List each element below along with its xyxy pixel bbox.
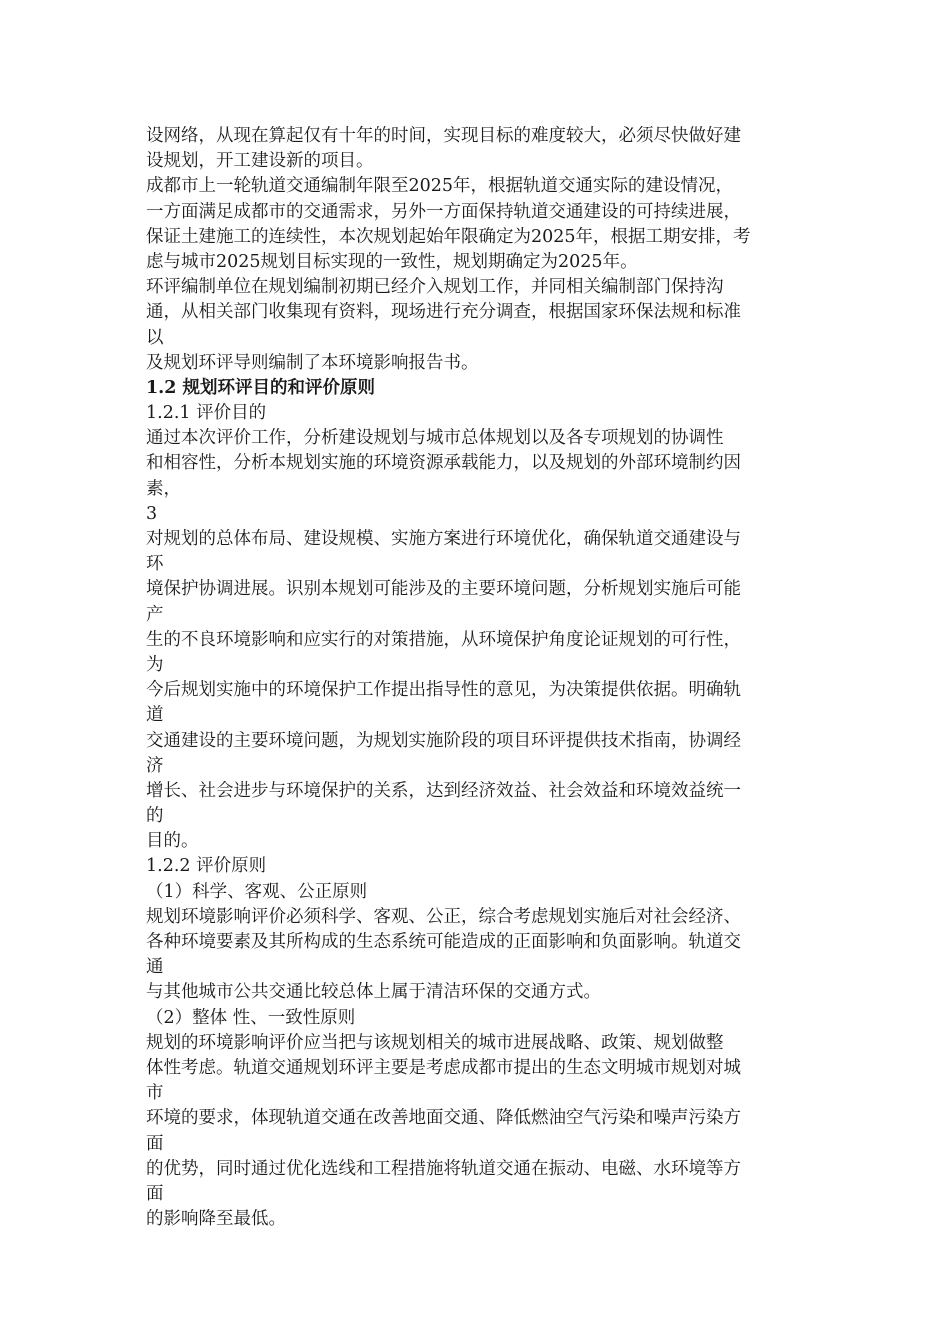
body-text-line: 一方面满足成都市的交通需求，另外一方面保持轨道交通建设的可持续进展， — [146, 201, 741, 222]
body-text-line: 通过本次评价工作，分析建设规划与城市总体规划以及各专项规划的协调性 — [146, 428, 724, 449]
body-text-line: 各种环境要素及其所构成的生态系统可能造成的正面影响和负面影响。轨道交 — [146, 932, 741, 952]
body-text-line: 环评编制单位在规划编制初期已经介入规划工作，并同相关编制部门保持沟 — [146, 277, 724, 298]
body-text-line: 设网络，从现在算起仅有十年的时间，实现目标的难度较大，必须尽快做好建 — [146, 126, 741, 146]
body-text-line: 素， — [146, 478, 181, 499]
body-text-line: 规划的环境影响评价应当把与该规划相关的城市进展战略、政策、规划做整 — [146, 1032, 724, 1053]
body-text-line: 增长、社会进步与环境保护的关系，达到经济效益、社会效益和环境效益统一 — [146, 780, 741, 801]
body-text-line: 与其他城市公共交通比较总体上属于清洁环保的交通方式。 — [146, 982, 601, 1003]
body-text-line: 道 — [146, 705, 164, 726]
body-text-line: 境保护协调进展。识别本规划可能涉及的主要环境问题，分析规划实施后可能 — [146, 579, 741, 600]
body-text-line: 以 — [146, 327, 164, 348]
body-text-line: 面 — [146, 1183, 164, 1204]
principle-heading: （1）科学、客观、公正原则 — [146, 881, 368, 902]
body-text-line: 交通建设的主要环境问题，为规划实施阶段的项目环评提供技术指南，协调经 — [146, 730, 741, 751]
body-text-line: 通 — [146, 957, 164, 978]
body-text-line: 设规划，开工建设新的项目。 — [146, 151, 374, 172]
principle-heading: （2）整体 性、一致性原则 — [146, 1007, 356, 1028]
body-text-line: 虑与城市2025规划目标实现的一致性，规划期确定为2025年。 — [146, 251, 638, 272]
body-text-line: 体性考虑。轨道交通规划环评主要是考虑成都市提出的生态文明城市规划对城 — [146, 1057, 741, 1078]
section-heading: 1.2 规划环评目的和评价原则 — [146, 377, 376, 398]
body-text-line: 保证土建施工的连续性，本次规划起始年限确定为2025年，根据工期安排，考 — [146, 226, 751, 247]
body-text-line: 的影响降至最低。 — [146, 1209, 286, 1230]
subsection-heading: 1.2.1 评价目的 — [146, 403, 267, 424]
body-text-line: 环 — [146, 554, 164, 575]
body-text-line: 对规划的总体布局、建设规模、实施方案进行环境优化，确保轨道交通建设与 — [146, 529, 741, 549]
body-text-line: 今后规划实施中的环境保护工作提出指导性的意见，为决策提供依据。明确轨 — [146, 680, 741, 701]
body-text-line: 市 — [146, 1083, 164, 1104]
body-text-line: 面 — [146, 1133, 164, 1154]
body-text-line: 目的。 — [146, 831, 199, 852]
body-text-line: 为 — [146, 654, 164, 675]
body-text-line: 济 — [146, 755, 164, 776]
body-text-line: 和相容性，分析本规划实施的环境资源承载能力，以及规划的外部环境制约因 — [146, 453, 741, 474]
body-text-line: 的 — [146, 806, 164, 827]
subsection-heading: 1.2.2 评价原则 — [146, 856, 267, 877]
page-number: 3 — [146, 503, 158, 524]
body-text-line: 的优势，同时通过优化选线和工程措施将轨道交通在振动、电磁、水环境等方 — [146, 1158, 741, 1179]
body-text-line: 及规划环评导则编制了本环境影响报告书。 — [146, 352, 479, 373]
body-text-line: 产 — [146, 604, 164, 625]
body-text-line: 成都市上一轮轨道交通编制年限至2025年，根据轨道交通实际的建设情况， — [146, 176, 734, 197]
body-text-line: 规划环境影响评价必须科学、客观、公正，综合考虑规划实施后对社会经济、 — [146, 906, 741, 927]
document-page — [146, 124, 812, 1232]
body-text-line: 环境的要求，体现轨道交通在改善地面交通、降低燃油空气污染和噪声污染方 — [146, 1108, 741, 1129]
body-text-line: 生的不良环境影响和应实行的对策措施，从环境保护角度论证规划的可行性， — [146, 629, 741, 650]
body-text-line: 通，从相关部门收集现有资料，现场进行充分调查，根据国家环保法规和标准 — [146, 302, 741, 323]
